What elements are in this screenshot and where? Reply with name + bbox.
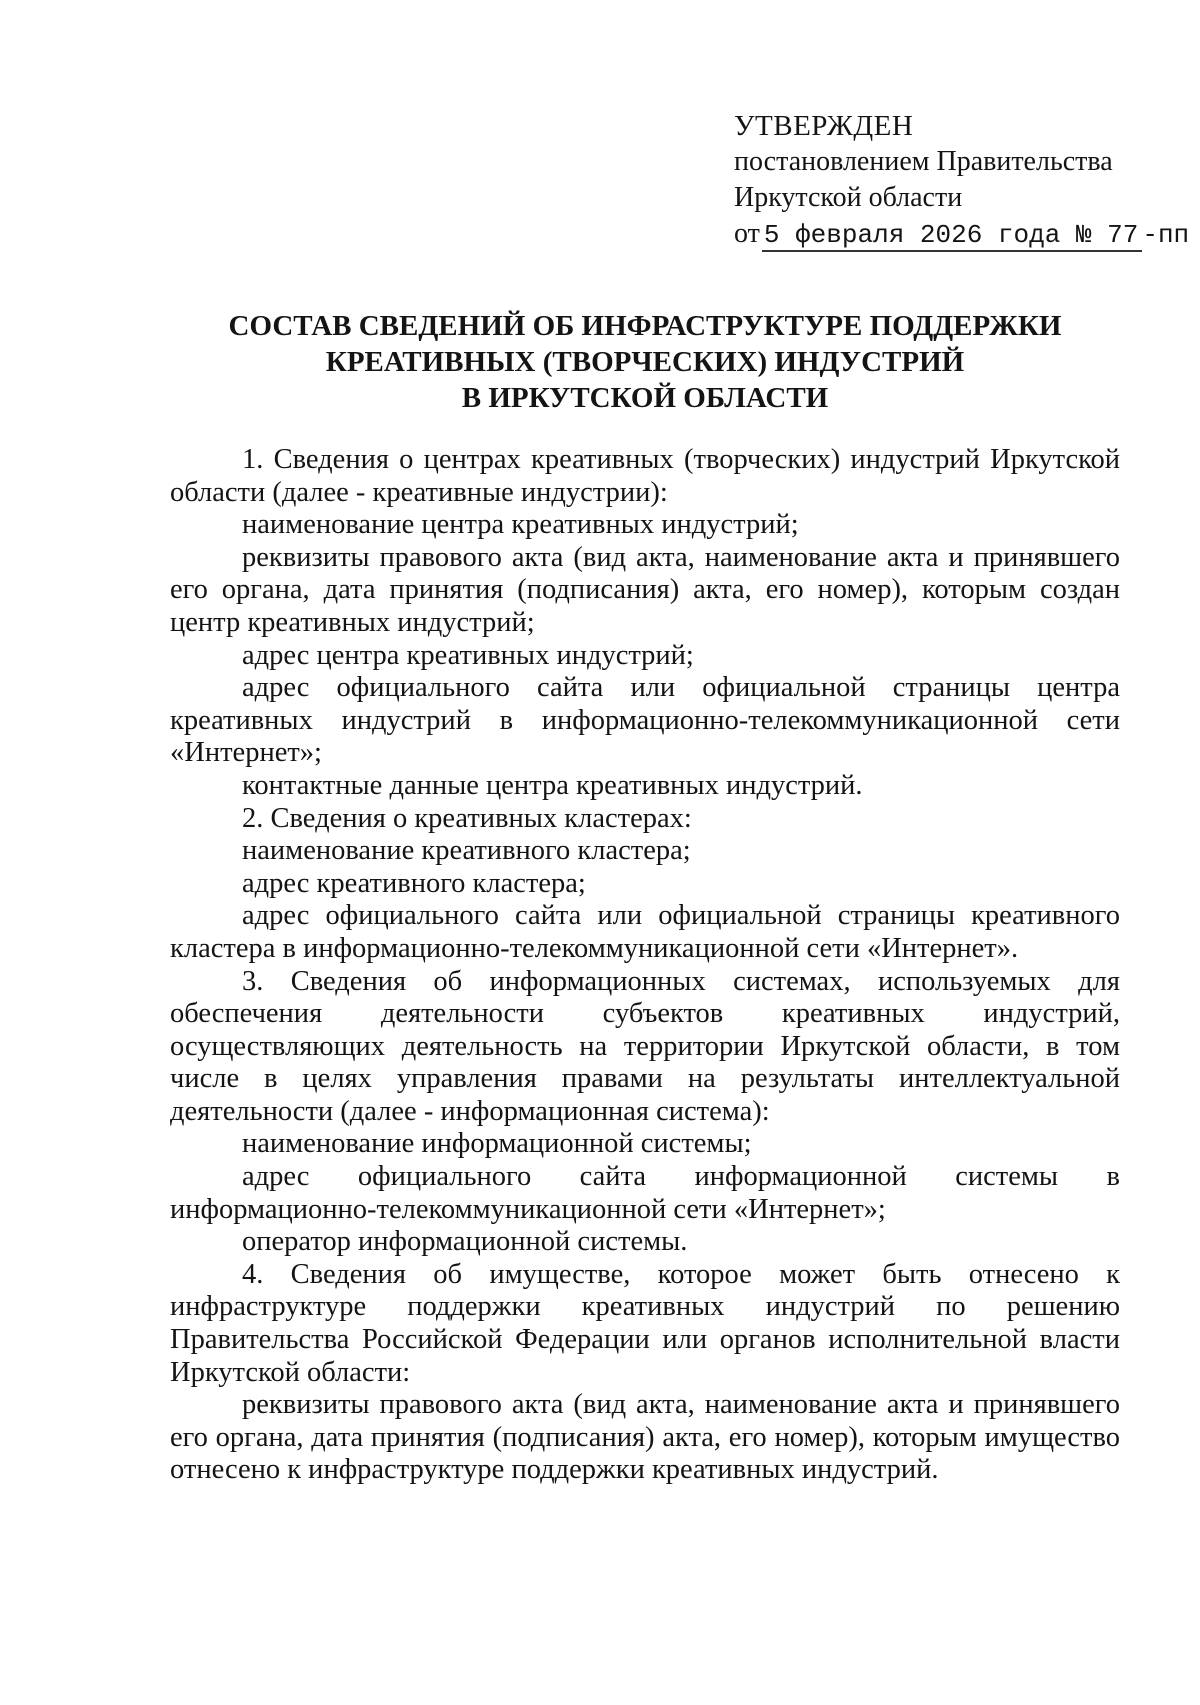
paragraph-section-2: 2. Сведения о креативных кластерах:: [242, 802, 692, 834]
document-title: [170, 308, 1120, 416]
paragraph-section-3: 3. Сведения об информационных системах, используемых для обеспечения деятельности субъектов креативных индустрий, осуществляющих деятельность на территории Иркутской области, в том числе в целях управления правами на результаты интеллектуальной деятельности (далее - информационная система):: [170, 965, 1120, 1127]
paragraph-item: адрес официального сайта информационной системы в информационно-телекоммуникационной сети «Интернет»;: [170, 1161, 1120, 1225]
paragraph-item: реквизиты правового акта (вид акта, наименование акта и принявшего его органа, дата принятия (подписания) акта, его номер), которым создан центр креативных индустрий;: [170, 541, 1120, 638]
approval-title: УТВЕРЖДЕН: [734, 110, 914, 142]
approval-date-line: [734, 216, 1189, 253]
paragraph-item: адрес центра креативных индустрий;: [242, 639, 694, 671]
paragraph-item: оператор информационной системы.: [242, 1226, 688, 1258]
paragraph-item: контактные данные центра креативных индустрий.: [242, 769, 863, 801]
document-title-line-1: СОСТАВ СВЕДЕНИЙ ОБ ИНФРАСТРУКТУРЕ ПОДДЕРЖКИ: [228, 310, 1062, 342]
document-title-line-3: В ИРКУТСКОЙ ОБЛАСТИ: [461, 382, 829, 414]
paragraph-item: адрес официального сайта или официальной страницы креативного кластера в информационно-телекоммуникационной сети «Интернет».: [170, 900, 1120, 964]
approval-line-1: постановлением Правительства: [734, 146, 1113, 177]
document-body: [170, 444, 1120, 1487]
paragraph-item: реквизиты правового акта (вид акта, наименование акта и принявшего его органа, дата принятия (подписания) акта, его номер), которым имущество отнесено к инфраструктуре поддержки креативных индустрий.: [170, 1389, 1120, 1486]
approval-date-suffix: -пп: [1142, 220, 1190, 250]
paragraph-item: наименование информационной системы;: [242, 1128, 752, 1160]
document-title-line-2: КРЕАТИВНЫХ (ТВОРЧЕСКИХ) ИНДУСТРИЙ: [325, 346, 965, 378]
paragraph-section-4: 4. Сведения об имуществе, которое может быть отнесено к инфраструктуре поддержки креативных индустрий по решению Правительства Российской Федерации или органов исполнительной власти Иркутской области:: [170, 1258, 1120, 1388]
paragraph-item: адрес креативного кластера;: [242, 867, 586, 899]
approval-line-2: Иркутской области: [734, 182, 963, 213]
approval-date-value: 5 февраля 2026 года № 77: [762, 220, 1142, 252]
approval-date-prefix: от: [734, 218, 760, 249]
approval-stamp: [734, 108, 1189, 253]
paragraph-section-1: 1. Сведения о центрах креативных (творческих) индустрий Иркутской области (далее - креативные индустрии):: [170, 444, 1120, 508]
paragraph-item: наименование центра креативных индустрий;: [242, 509, 799, 541]
paragraph-item: наименование креативного кластера;: [242, 835, 691, 867]
paragraph-item: адрес официального сайта или официальной страницы центра креативных индустрий в информационно-телекоммуникационной сети «Интернет»;: [170, 672, 1120, 769]
